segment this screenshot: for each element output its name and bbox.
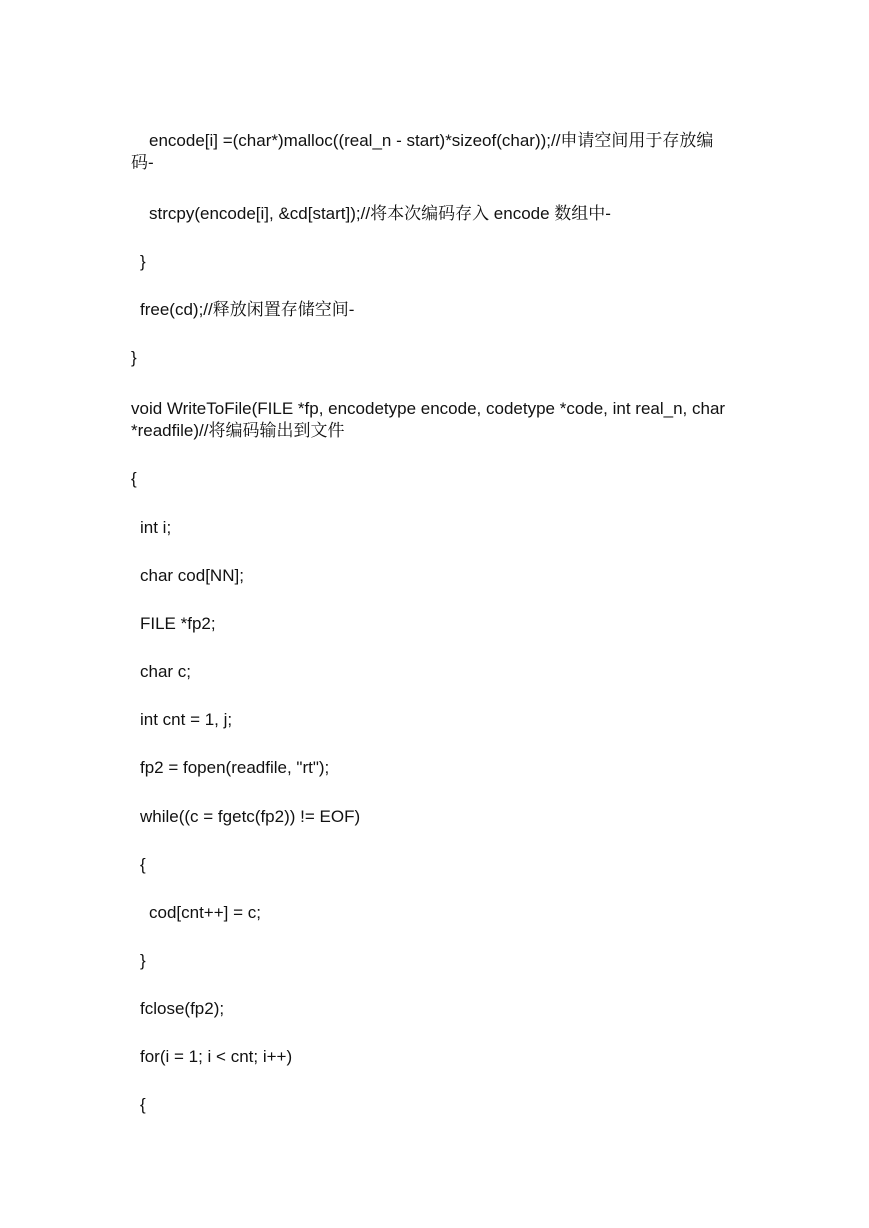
code-line-strcpy: strcpy(encode[i], &cd[start]);//将本次编码存入 encode 数组中- xyxy=(149,204,611,223)
code-line-function-signature: void WriteToFile(FILE *fp, encodetype encode, codetype *code, int real_n, char *readfile)//将编码输出到文件 xyxy=(131,399,726,440)
code-line-fopen: fp2 = fopen(readfile, "rt"); xyxy=(140,758,330,777)
code-line-int-i: int i; xyxy=(140,518,172,537)
code-line-for-open: { xyxy=(140,1095,146,1114)
code-line-cod-assign: cod[cnt++] = c; xyxy=(149,903,261,922)
code-line-close-brace: } xyxy=(140,252,146,271)
code-line-malloc: encode[i] =(char*)malloc((real_n - start)*sizeof(char));//申请空间用于存放编码- xyxy=(131,131,714,172)
code-line-function-open: { xyxy=(131,469,137,488)
code-line-function-end: } xyxy=(131,348,137,367)
code-line-free: free(cd);//释放闲置存储空间- xyxy=(140,300,355,319)
code-line-fclose: fclose(fp2); xyxy=(140,999,225,1018)
code-line-while-open: { xyxy=(140,855,146,874)
code-line-for: for(i = 1; i < cnt; i++) xyxy=(140,1047,293,1066)
code-line-char-c: char c; xyxy=(140,662,192,681)
code-line-while-close: } xyxy=(140,951,146,970)
code-line-char-cod: char cod[NN]; xyxy=(140,566,244,585)
code-line-int-cnt: int cnt = 1, j; xyxy=(140,710,233,729)
code-line-while: while((c = fgetc(fp2)) != EOF) xyxy=(140,807,361,826)
code-line-file-fp2: FILE *fp2; xyxy=(140,614,216,633)
